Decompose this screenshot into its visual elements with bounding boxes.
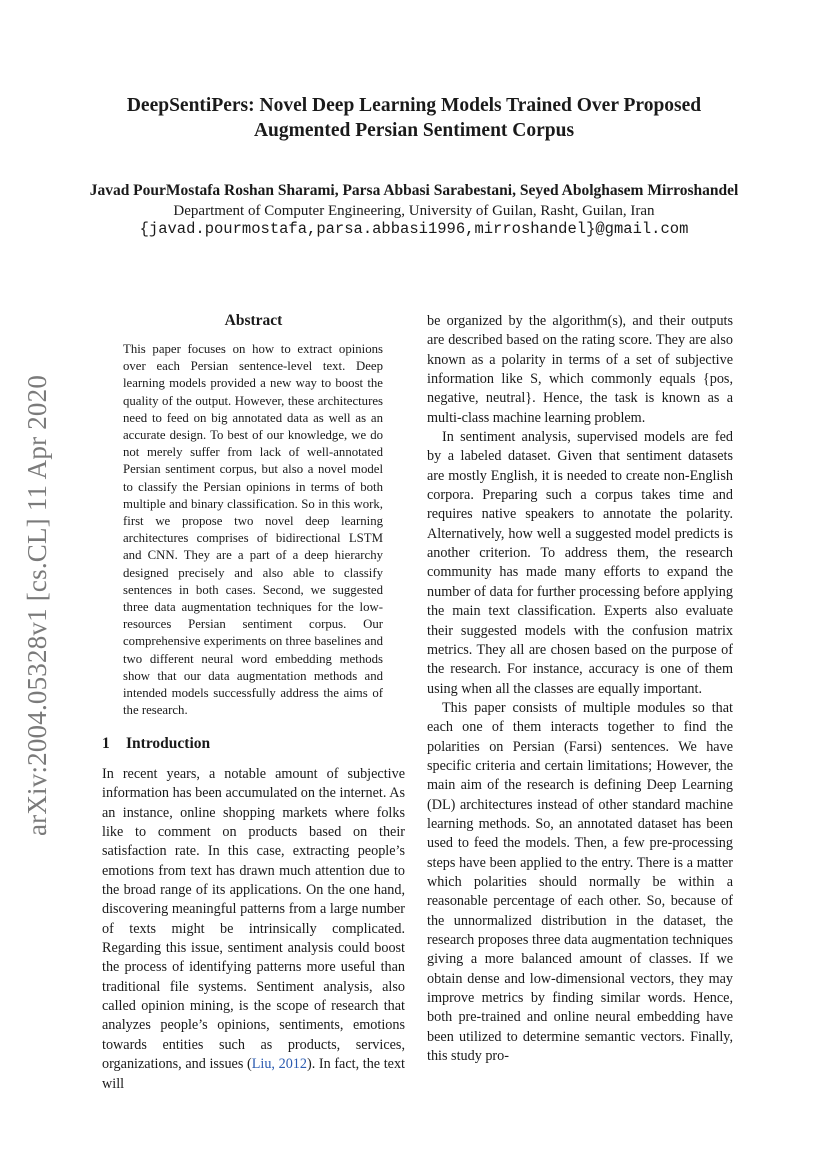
section-title: Introduction [126,735,211,752]
abstract-body [123,341,383,719]
right-column-paragraph-3: This paper consists of multiple modules so that each one of them interacts together to find the polarities on Persian (Farsi) sentences. We have specific criteria and certain limitations; However, the main aim of the research is defining Deep Learning (DL) architectures instead of other standard machine learning methods. So, an annotated dataset has been used to feed the models. Then, a few pre-processing steps have been applied to the entry. There is a matter which polarities should normally be within a reasonable percentage of each other. So, because of the unnormalized distribution in the dataset, the research proposes three data augmentation techniques giving a more balanced amount of classes. If we obtain dense and low-dimensional vectors, they may improve metrics by finding similar words. Hence, both pre-trained and online neural embedding have been utilized to determine semantic vectors. Finally, this study pro- [427,699,733,1065]
paper-title-line-1: DeepSentiPers: Novel Deep Learning Models Trained Over Proposed [126,95,702,116]
abstract-text: This paper focuses on how to extract opinions over each Persian sentence-level text. Deep learning models provided a new way to boost the quality of the output. However, these architectures need to feed on big annotated data as well as an accurate design. To best of our knowledge, we do not merely suffer from lack of well-annotated Persian sentiment corpus, but also a novel model to classify the Persian opinions in terms of both multiple and binary classification. So in this work, first we propose two novel deep learning architectures comprises of bidirectional LSTM and CNN. They are a part of a deep hierarchy designed precisely and also able to classify sentences in both cases. Second, we suggested three data augmentation techniques for the low-resources Persian sentiment corpus. Our comprehensive experiments on three baselines and two different neural word embedding methods show that our data augmentation methods and intended models successfully address the aims of the research. [123,342,383,718]
citation-link[interactable]: Liu, 2012 [251,1056,307,1073]
section-heading-introduction [102,734,405,754]
arxiv-identifier-stamp [16,360,60,850]
author-affiliation: Department of Computer Engineering, University of Guilan, Rasht, Guilan, Iran [173,203,655,219]
author-emails: {javad.pourmostafa,parsa.abbasi1996,mirroshandel}@gmail.com [139,220,689,238]
right-column-body [427,312,733,1066]
paper-title-line-2: Augmented Persian Sentiment Corpus [253,120,575,141]
intro-text-after-citation: ). In fact, the text will [102,1056,406,1092]
right-column-continued-paragraph: be organized by the algorithm(s), and their outputs are described based on the rating score. They are also known as a polarity in terms of a set of subjective information like S, which commonly equals {pos, negative, neutral}. Hence, the task is known as a multi-class machine learning problem. [427,313,733,426]
section-number: 1 [102,735,110,752]
introduction-paragraph [102,765,405,1094]
introduction-body [102,765,405,1094]
arxiv-identifier-text: arXiv:2004.05328v1 [cs.CL] 11 Apr 2020 [22,374,53,836]
abstract-heading: Abstract [224,312,283,329]
right-column-paragraph-2: In sentiment analysis, supervised models are fed by a labeled dataset. Given that sentiment datasets are mostly English, it is needed to create non-English corpora. Preparing such a corpus takes time and requires native speakers to annotate the polarity. Alternatively, how well a suggested model predicts is another criterion. To address them, the research community has made many efforts to expand the number of data for further processing before applying the main text classification. Experts also evaluate their suggested models with the confusion matrix metrics. They all are chosen based on the purpose of the research. For instance, accuracy is one of them using when all the classes are equally important. [427,429,733,697]
author-list: Javad PourMostafa Roshan Sharami, Parsa Abbasi Sarabestani, Seyed Abolghasem Mirroshandel [89,182,739,199]
intro-text-before-citation: In recent years, a notable amount of subjective information has been accumulated on the internet. As an instance, online shopping markets where folks like to comment on products based on their satisfaction rate. In this case, extracting people’s emotions from text has drawn much attention due to the broad range of its applications. On the one hand, discovering meaningful patterns from a large number of texts might be intrinsically complicated. Regarding this issue, sentiment analysis could boost the process of identifying patterns more useful than traditional file systems. Sentiment analysis, also called opinion mining, is the scope of research that analyzes people’s opinions, sentiments, emotions towards entities such as products, services, organizations, and issues ( [102,766,405,1073]
paper-title [84,93,744,143]
